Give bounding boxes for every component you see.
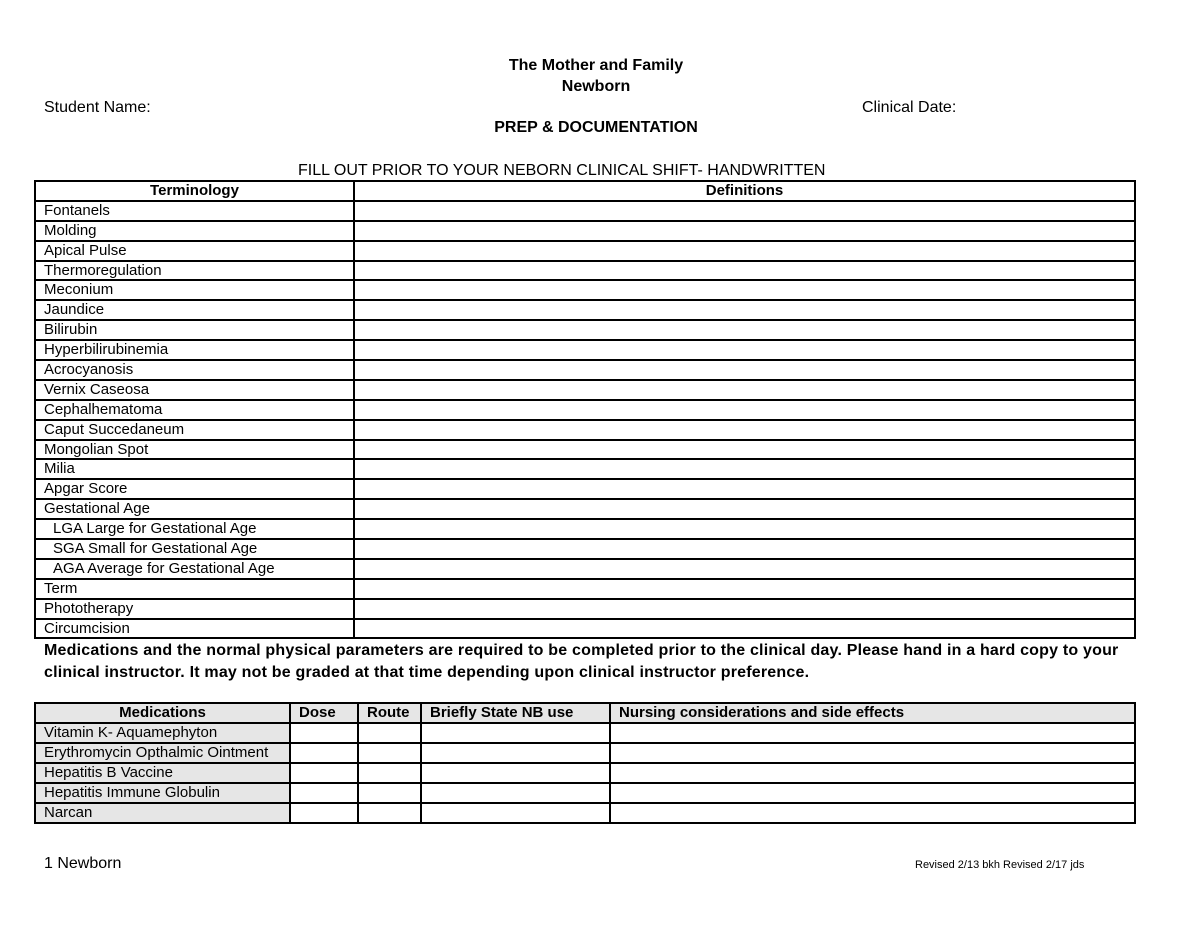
definition-cell[interactable]	[354, 420, 1135, 440]
medication-entry-cell[interactable]	[290, 723, 358, 743]
medication-entry-cell[interactable]	[610, 783, 1135, 803]
term-cell: Fontanels	[35, 201, 354, 221]
term-cell: Bilirubin	[35, 320, 354, 340]
table-row	[35, 400, 1135, 420]
student-name-label: Student Name:	[44, 99, 151, 116]
medication-entry-cell[interactable]	[610, 803, 1135, 823]
column-header: Nursing considerations and side effects	[610, 703, 1135, 723]
medication-name-cell: Narcan	[35, 803, 290, 823]
table-row	[35, 619, 1135, 639]
section-title: PREP & DOCUMENTATION	[494, 119, 698, 136]
definition-cell[interactable]	[354, 221, 1135, 241]
definition-cell[interactable]	[354, 340, 1135, 360]
table-row	[35, 479, 1135, 499]
definition-cell[interactable]	[354, 579, 1135, 599]
definition-cell[interactable]	[354, 300, 1135, 320]
term-cell: Thermoregulation	[35, 261, 354, 281]
medication-entry-cell[interactable]	[610, 743, 1135, 763]
definition-cell[interactable]	[354, 519, 1135, 539]
medication-name-cell: Vitamin K- Aquamephyton	[35, 723, 290, 743]
term-cell: SGA Small for Gestational Age	[35, 539, 354, 559]
definition-cell[interactable]	[354, 201, 1135, 221]
medication-entry-cell[interactable]	[290, 803, 358, 823]
medication-name-cell: Erythromycin Opthalmic Ointment	[35, 743, 290, 763]
table-row	[35, 280, 1135, 300]
table-row	[35, 340, 1135, 360]
page-footer: 1 Newborn	[44, 855, 122, 872]
medications-table	[34, 702, 1136, 824]
term-cell: Caput Succedaneum	[35, 420, 354, 440]
medication-entry-cell[interactable]	[358, 783, 421, 803]
medication-entry-cell[interactable]	[610, 763, 1135, 783]
medication-entry-cell[interactable]	[421, 763, 610, 783]
term-cell: Cephalhematoma	[35, 400, 354, 420]
instruction-text: FILL OUT PRIOR TO YOUR NEBORN CLINICAL SHIFT- HANDWRITTEN	[298, 162, 826, 179]
medication-entry-cell[interactable]	[358, 723, 421, 743]
definition-cell[interactable]	[354, 241, 1135, 261]
term-cell: Term	[35, 579, 354, 599]
term-cell: LGA Large for Gestational Age	[35, 519, 354, 539]
column-header: Definitions	[354, 181, 1135, 201]
term-cell: Circumcision	[35, 619, 354, 639]
medication-entry-cell[interactable]	[290, 743, 358, 763]
definition-cell[interactable]	[354, 499, 1135, 519]
definition-cell[interactable]	[354, 459, 1135, 479]
table-row	[35, 519, 1135, 539]
table-row	[35, 420, 1135, 440]
table-row	[35, 459, 1135, 479]
clinical-date-label: Clinical Date:	[862, 99, 957, 116]
table-row	[35, 440, 1135, 460]
medication-entry-cell[interactable]	[358, 743, 421, 763]
medication-entry-cell[interactable]	[290, 763, 358, 783]
column-header: Route	[358, 703, 421, 723]
revision-note: Revised 2/13 bkh Revised 2/17 jds	[915, 859, 1085, 871]
table-header-row	[35, 703, 1135, 723]
column-header: Briefly State NB use	[421, 703, 610, 723]
table-row	[35, 320, 1135, 340]
definition-cell[interactable]	[354, 440, 1135, 460]
definition-cell[interactable]	[354, 559, 1135, 579]
definition-cell[interactable]	[354, 360, 1135, 380]
table-header-row	[35, 181, 1135, 201]
term-cell: Phototherapy	[35, 599, 354, 619]
definition-cell[interactable]	[354, 320, 1135, 340]
table-row	[35, 201, 1135, 221]
instructions-note: Medications and the normal physical parameters are required to be completed prior to the clinical day. Please hand in a hard copy to your clinical instructor. It may not be graded at that time depending upon clinical instructor preference.	[44, 642, 1119, 681]
medication-entry-cell[interactable]	[421, 723, 610, 743]
table-row	[35, 261, 1135, 281]
term-cell: Hyperbilirubinemia	[35, 340, 354, 360]
medication-entry-cell[interactable]	[610, 723, 1135, 743]
table-row	[35, 579, 1135, 599]
table-row	[35, 743, 1135, 763]
table-row	[35, 559, 1135, 579]
medication-entry-cell[interactable]	[421, 803, 610, 823]
term-cell: Jaundice	[35, 300, 354, 320]
term-cell: AGA Average for Gestational Age	[35, 559, 354, 579]
terminology-table	[34, 180, 1136, 639]
table-row	[35, 300, 1135, 320]
table-row	[35, 763, 1135, 783]
definition-cell[interactable]	[354, 479, 1135, 499]
column-header: Medications	[35, 703, 290, 723]
term-cell: Meconium	[35, 280, 354, 300]
definition-cell[interactable]	[354, 619, 1135, 639]
definition-cell[interactable]	[354, 261, 1135, 281]
term-cell: Gestational Age	[35, 499, 354, 519]
definition-cell[interactable]	[354, 280, 1135, 300]
term-cell: Apical Pulse	[35, 241, 354, 261]
table-row	[35, 599, 1135, 619]
term-cell: Apgar Score	[35, 479, 354, 499]
table-row	[35, 539, 1135, 559]
medication-entry-cell[interactable]	[358, 803, 421, 823]
term-cell: Acrocyanosis	[35, 360, 354, 380]
document-subtitle: Newborn	[561, 78, 631, 95]
medication-name-cell: Hepatitis B Vaccine	[35, 763, 290, 783]
medication-entry-cell[interactable]	[421, 743, 610, 763]
table-row	[35, 241, 1135, 261]
column-header: Terminology	[35, 181, 354, 201]
medication-name-cell: Hepatitis Immune Globulin	[35, 783, 290, 803]
column-header: Dose	[290, 703, 358, 723]
definition-cell[interactable]	[354, 539, 1135, 559]
medication-entry-cell[interactable]	[358, 763, 421, 783]
table-row	[35, 723, 1135, 743]
document-title: The Mother and Family	[508, 57, 684, 74]
term-cell: Molding	[35, 221, 354, 241]
table-row	[35, 380, 1135, 400]
table-row	[35, 360, 1135, 380]
medication-entry-cell[interactable]	[290, 783, 358, 803]
term-cell: Vernix Caseosa	[35, 380, 354, 400]
table-row	[35, 783, 1135, 803]
term-cell: Mongolian Spot	[35, 440, 354, 460]
definition-cell[interactable]	[354, 599, 1135, 619]
table-row	[35, 221, 1135, 241]
term-cell: Milia	[35, 459, 354, 479]
table-row	[35, 803, 1135, 823]
definition-cell[interactable]	[354, 400, 1135, 420]
table-row	[35, 499, 1135, 519]
medication-entry-cell[interactable]	[421, 783, 610, 803]
definition-cell[interactable]	[354, 380, 1135, 400]
